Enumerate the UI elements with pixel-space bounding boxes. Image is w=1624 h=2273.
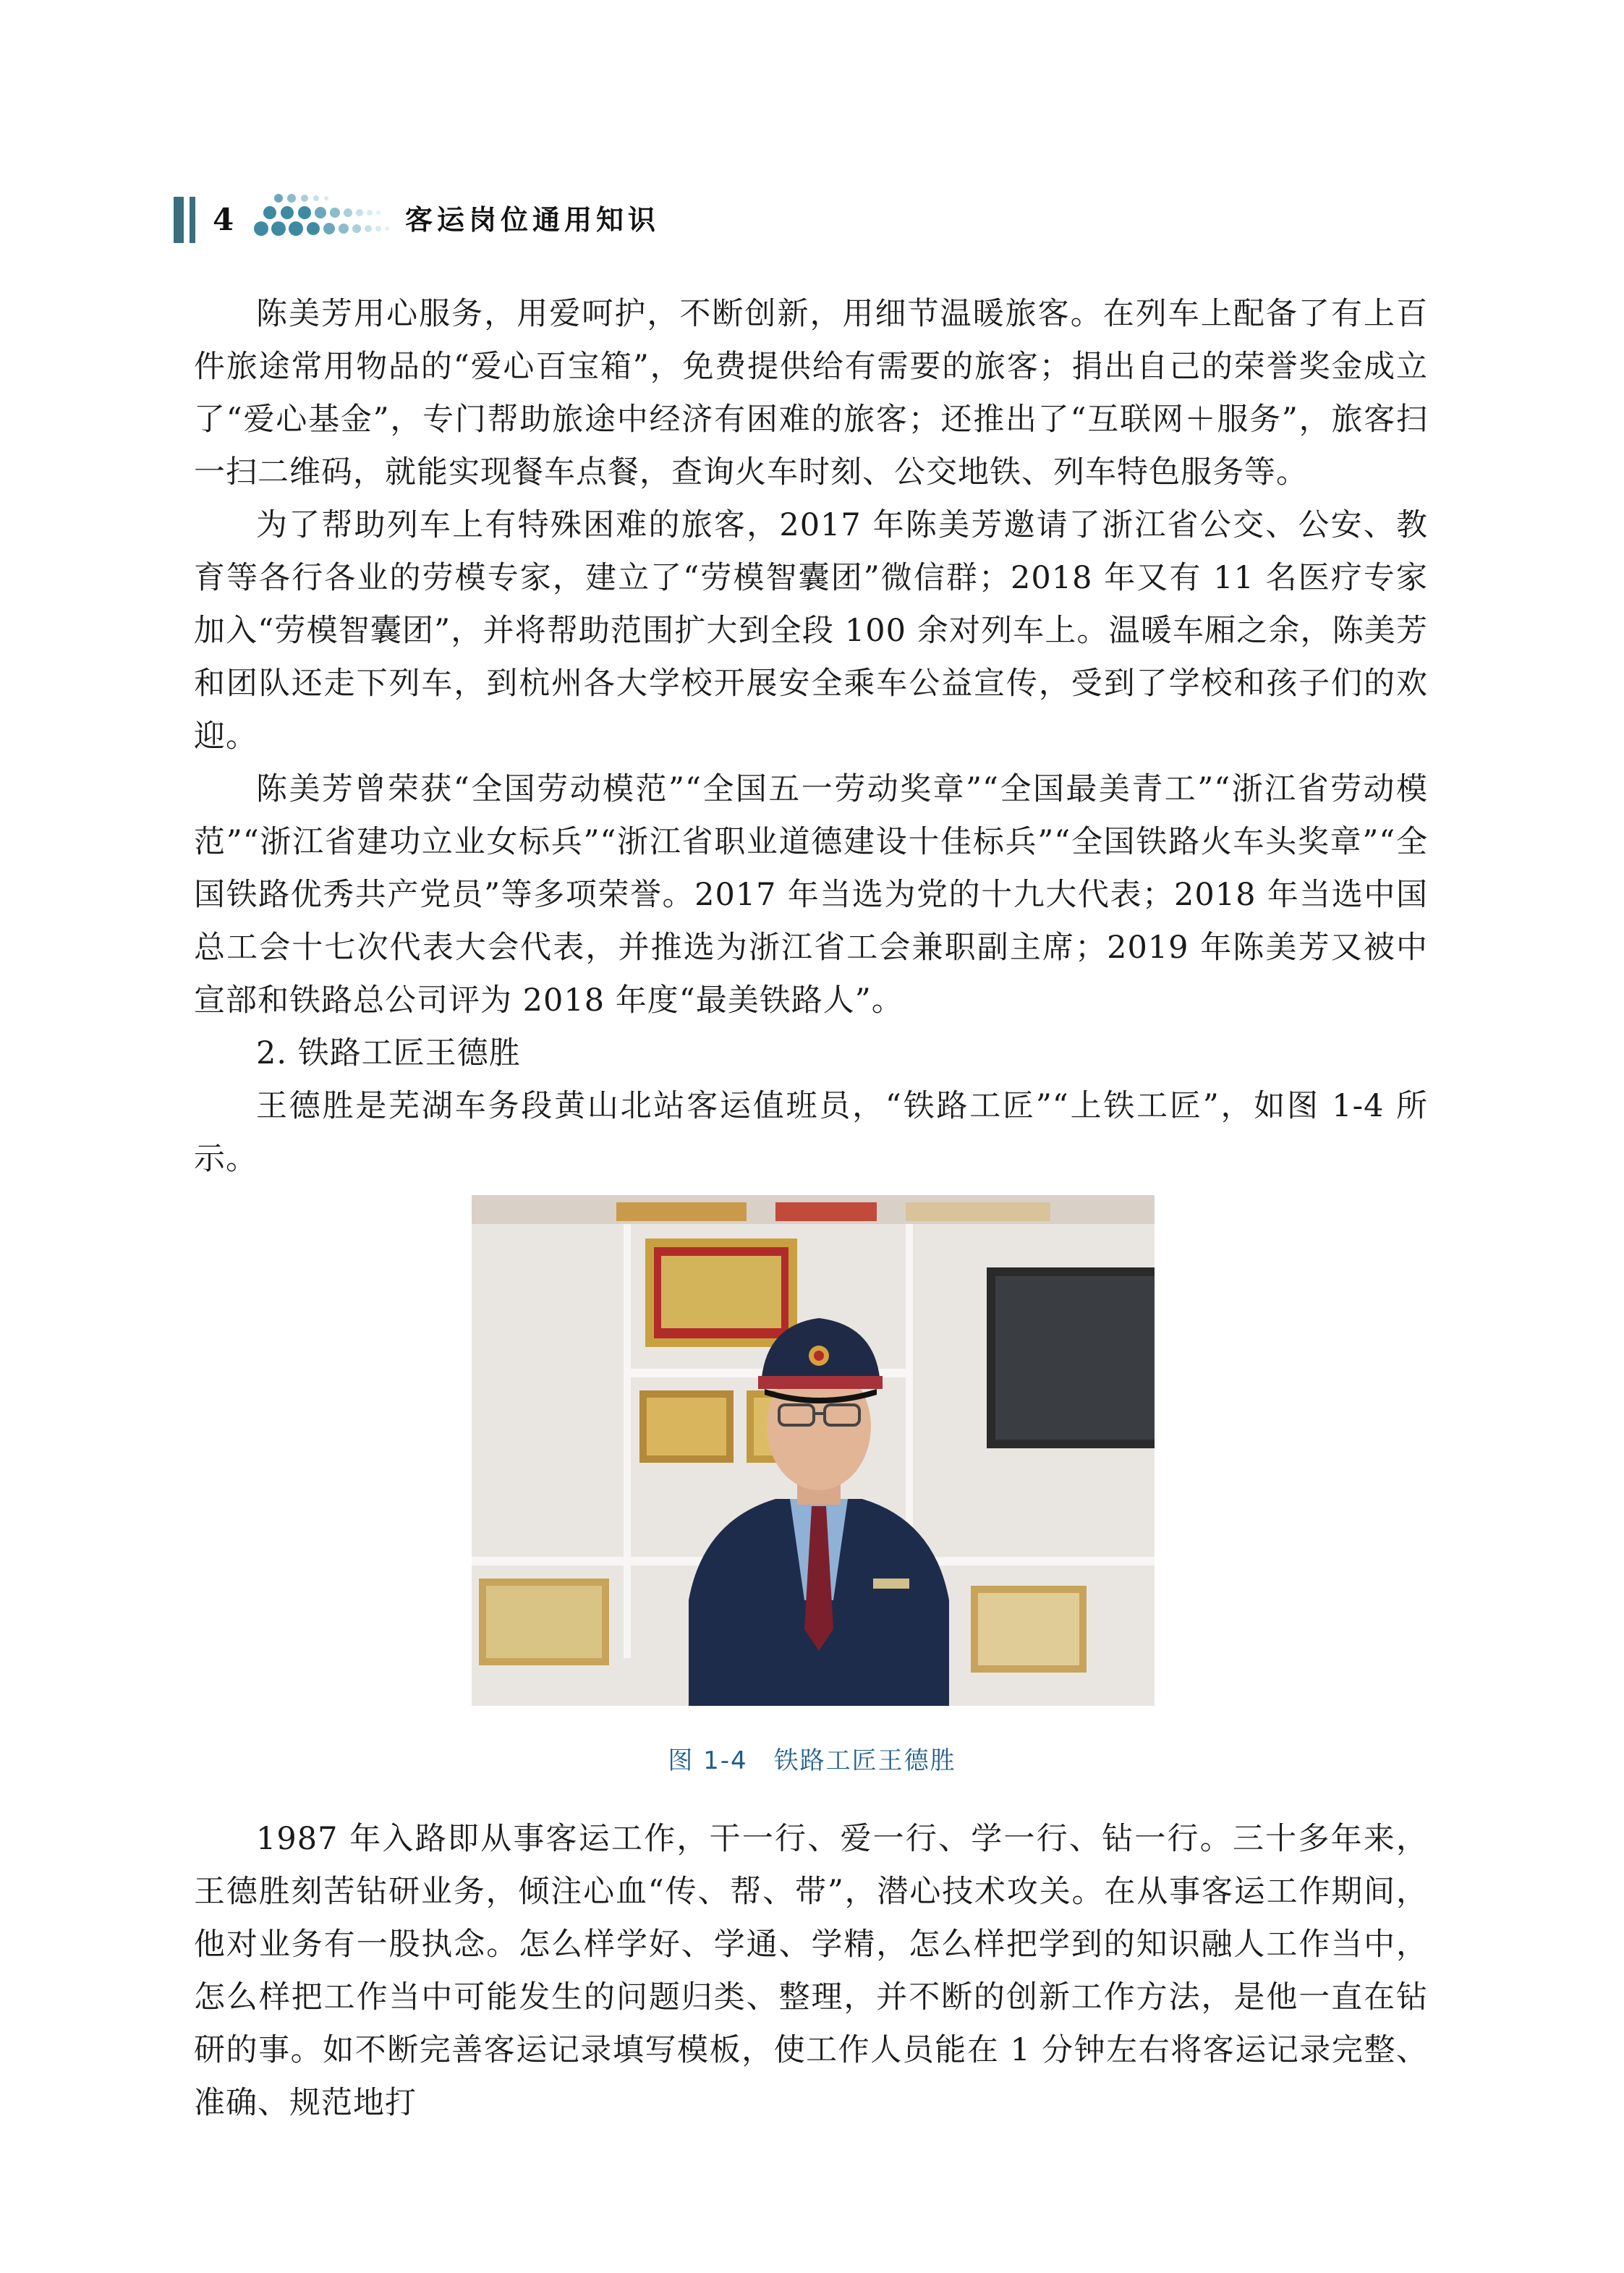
paragraph: 为了帮助列车上有特殊困难的旅客，2017 年陈美芳邀请了浙江省公交、公安、教育等各行各业的劳模专家，建立了“劳模智囊团”微信群；2018 年又有 11 名医疗专家加入“劳模智囊团”，并将帮助范围扩大到全段 100 余对列车上。温暖车厢之余，陈美芳和团队还走下列车，到杭州各大学校开展安全乘车公益宣传，受到了学校和孩子们的欢迎。	[194, 507, 1428, 755]
figure-photo	[472, 1195, 1155, 1706]
page-number: 4	[213, 202, 234, 237]
header-title: 客运岗位通用知识	[405, 203, 660, 236]
figure-caption: 图 1-4 铁路工匠王德胜	[668, 1746, 956, 1775]
body-text-top	[194, 288, 1428, 1186]
page-header	[0, 0, 1624, 246]
paragraph: 1987 年入路即从事客运工作，干一行、爱一行、学一行、钻一行。三十多年来，王德胜刻苦钻研业务，倾注心血“传、帮、带”，潜心技术攻关。在从事客运工作期间，他对业务有一股执念。怎么样学好、学通、学精，怎么样把学到的知识融人工作当中，怎么样把工作当中可能发生的问题归类、整理，并不断的创新工作方法，是他一直在钻研的事。如不断完善客运记录填写模板，使工作人员能在 1 分钟左右将客运记录完整、准确、规范地打	[194, 1821, 1428, 2121]
body-text-bottom	[194, 1813, 1428, 2130]
paragraph: 陈美芳用心服务，用爱呵护，不断创新，用细节温暖旅客。在列车上配备了有上百件旅途常用物品的“爱心百宝箱”，免费提供给有需要的旅客；捐出自己的荣誉奖金成立了“爱心基金”，专门帮助旅途中经济有困难的旅客；还推出了“互联网＋服务”，旅客扫一扫二维码，就能实现餐车点餐，查询火车时刻、公交地铁、列车特色服务等。	[194, 296, 1428, 490]
section-heading: 2. 铁路工匠王德胜	[256, 1035, 521, 1071]
paragraph: 王德胜是芜湖车务段黄山北站客运值班员，“铁路工匠”“上铁工匠”，如图 1-4 所示。	[194, 1088, 1428, 1177]
paragraph: 陈美芳曾荣获“全国劳动模范”“全国五一劳动奖章”“全国最美青工”“浙江省劳动模范”“浙江省建功立业女标兵”“浙江省职业道德建设十佳标兵”“全国铁路火车头奖章”“全国铁路优秀共产党员”等多项荣誉。2017 年当选为党的十九大代表；2018 年当选中国总工会十七次代表大会代表，并推选为浙江省工会兼职副主席；2019 年陈美芳又被中宣部和铁路总公司评为 2018 年度“最美铁路人”。	[194, 771, 1428, 1019]
header-bar	[190, 197, 195, 243]
header-bar	[174, 197, 184, 243]
header-dots-decoration	[250, 187, 416, 245]
